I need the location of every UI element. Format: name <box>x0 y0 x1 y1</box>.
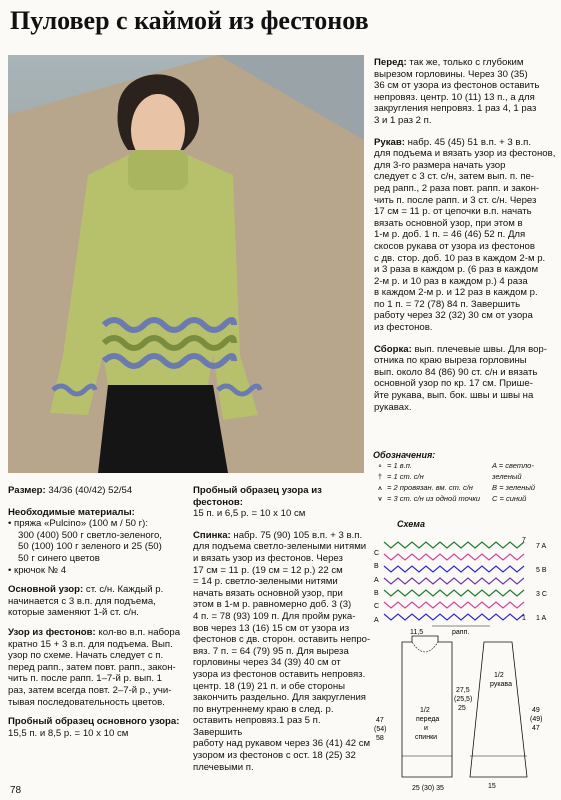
neck-width-label: 11,5 <box>410 629 424 636</box>
back-line: вов через 13 (16) 15 см от узора из <box>193 622 350 634</box>
sleeve-height-label: (49) <box>530 716 543 723</box>
scallop-pattern-line: тывая последовательность цветов. <box>8 696 165 708</box>
materials-section <box>8 507 188 577</box>
sleeve-line: работу через 32 (32) 30 см от узора <box>374 310 533 322</box>
row-label-left: A <box>374 577 379 584</box>
front-line: вырезом горловины. Через 30 (35) <box>374 68 528 80</box>
front-back-label: переда <box>416 716 440 723</box>
gauge-basic-label: Пробный образец основного узора: <box>8 716 180 728</box>
assembly-section <box>374 344 556 414</box>
back-line: этом в 1-м р. равномерно доб. 3 (3) <box>193 599 352 611</box>
row-label-right: 7 A <box>536 543 547 550</box>
chart-row <box>384 614 524 620</box>
sleeve-line: ред рапп., 2 раза повт. рапп. и закон- <box>374 182 540 194</box>
scallop-pattern-line: кратно 15 + 3 в.п. для подъема. Вып. <box>8 638 173 650</box>
scallop-pattern-line: узор по схеме. Начать следует с п. <box>8 650 164 662</box>
row-label-left: B <box>374 563 379 570</box>
chart-row <box>384 602 524 608</box>
back-line: для подъема светло-зелеными нитями <box>193 541 367 553</box>
sleeve-line: по 1 п. = 72 (78) 84 п. Завершить <box>374 298 521 310</box>
back-line: 17 см = 11 р. (19 см = 12 р.) 22 см <box>193 564 343 576</box>
sleeve-line: 1-м р. доб. 1 п. = 46 (46) 52 п. Для <box>374 229 526 241</box>
scallop-pattern-line: раз, затем всегда повт. 2–7-й р., учи- <box>8 684 172 696</box>
sleeve-line: набр. 45 (45) 51 в.п. + 3 в.п. <box>404 136 532 148</box>
size-label: Размер: <box>8 485 46 496</box>
assembly-line: рукавах. <box>374 401 412 413</box>
sleeve-line: 2-м р. и 10 раз в каждом р.) 4 раза <box>374 275 528 287</box>
page-number: 78 <box>10 785 22 796</box>
garment-schematic <box>372 629 554 794</box>
decrease-icon: ⩚ <box>377 482 383 492</box>
front-line: непровяз. центр. 10 (11) 13 п., а для <box>374 91 535 103</box>
front-back-label: спинки <box>415 734 438 741</box>
front-line: так же, только с глубоким <box>406 57 524 68</box>
sleeve-line: для 3-го размера начать узор <box>374 159 506 171</box>
gauge-scallop-value: 15 п. и 6,5 р. = 10 х 10 см <box>193 508 306 520</box>
chart-row <box>384 554 524 560</box>
legend-item: † = 1 ст. с/н зеленый <box>373 471 553 482</box>
sleeve-line: следует с 3 ст. с/н, затем вып. п. пе- <box>374 171 535 183</box>
increase-icon: ⩛ <box>377 493 383 503</box>
front-line: 3 и 1 раз 2 п. <box>374 114 432 126</box>
scallop-pattern-line: кол-во в.п. набора <box>95 626 181 638</box>
gauge-basic-value: 15,5 п. и 8,5 р. = 10 х 10 см <box>8 727 129 739</box>
sleeve-label: Рукав: <box>374 136 405 148</box>
back-line: горловины через 34 (39) 40 см от <box>193 657 341 669</box>
scallop-pattern-label: Узор из фестонов: <box>8 626 96 638</box>
front-line: 36 см от узора из фестонов оставить <box>374 80 540 92</box>
sleeve-line: для подъема и вязать узор из фестонов, <box>374 148 556 160</box>
gauge-scallop-label: Пробный образец узора из фестонов: <box>193 485 322 508</box>
diagram-title: Схема <box>397 519 425 529</box>
row-label-right: 1 A <box>536 615 547 622</box>
assembly-line: йте рукава, вып. бок. швы и швы на <box>374 390 534 402</box>
armhole-label: 27,5 <box>456 687 470 694</box>
back-section <box>193 530 371 773</box>
materials-line: • крючок № 4 <box>8 564 67 576</box>
legend-item: ∘ = 1 в.п. A = светло- <box>373 460 553 471</box>
back-line: 4 п. = 78 (93) 109 п. Для пройм рука- <box>193 610 356 622</box>
sleeve-line: вязать основной узор, при этом в <box>374 217 523 229</box>
front-back-label: и <box>424 725 428 732</box>
back-line: = 14 р. светло-зелеными нитями <box>193 576 338 588</box>
row-label-left: B <box>374 590 379 597</box>
assembly-line: вып. около 84 (86) 90 ст. с/н и вязать <box>374 366 538 378</box>
width-label: 25 (30) 35 <box>412 785 444 792</box>
back-line: узором из фестонов с ост. 18 (25) 32 <box>193 750 356 762</box>
row-number: 7 <box>522 537 526 544</box>
back-line: по внутреннему краю в след. р. <box>193 703 334 715</box>
double-crochet-icon: † <box>377 472 383 481</box>
legend <box>373 450 553 504</box>
back-line: закончить раздельно. Для закругления <box>193 692 367 704</box>
scallop-pattern-line: чить п. после рапп. 1–7-й р. вып. 1 <box>8 673 163 685</box>
legend-item: ⩚ = 2 провязан. вм. ст. с/н B = зеленый <box>373 482 553 493</box>
sleeve-line: скосов рукава от узора из фестонов <box>374 240 535 252</box>
materials-line: • пряжа «Pulcino» (100 м / 50 г): <box>8 518 149 530</box>
front-section <box>374 57 556 127</box>
basic-pattern-line: начинается с 3 в.п. для подъема, <box>8 595 156 607</box>
back-line: узора из фестонов оставить непровяз. <box>193 668 366 680</box>
chart-row <box>384 590 524 596</box>
legend-item: ⩛ = 3 ст. с/н из одной точки C = синий <box>373 493 553 504</box>
back-line: плечевыми п. <box>193 761 254 773</box>
chart-row <box>384 578 524 584</box>
sleeve-line: из фестонов. <box>374 322 433 334</box>
back-line: и вязать узор из фестонов. Через <box>193 552 343 564</box>
row-label-right: 5 B <box>536 567 547 574</box>
back-line: оставить непровяз.1 раз 5 п. Завершить <box>193 715 321 738</box>
basic-pattern-line: ст. с/н. Каждый р. <box>83 584 164 596</box>
sleeve-width-label: 15 <box>488 783 496 790</box>
height-label: 47 <box>376 717 384 724</box>
assembly-line: вып. плечевые швы. Для вор- <box>411 343 547 355</box>
back-line: работу над рукавом через 36 (41) 42 см <box>193 738 371 750</box>
row-label-left: C <box>374 550 380 557</box>
back-line: набр. 75 (90) 105 в.п. + 3 в.п. <box>230 529 363 541</box>
sleeve-schema-label: 1/2 <box>494 672 504 679</box>
assembly-line: отника по краю выреза горловины <box>374 355 527 367</box>
materials-line: 50 г синего цветов <box>18 552 100 564</box>
back-line: фестонов с дв. сторон. оставить непро- <box>193 634 371 646</box>
front-label: Перед: <box>374 57 407 68</box>
basic-pattern-line: которые заменяют 1-й ст. с/н. <box>8 607 139 619</box>
front-line: закругления непровяз. 1 раз 4, 1 раз <box>374 103 537 115</box>
sleeve-line: с дв. стор. доб. 10 раз в каждом 2-м р. <box>374 252 546 264</box>
materials-line: 50 (100) 100 г зеленого и 25 (50) <box>18 541 162 553</box>
armhole-label: 25 <box>458 705 466 712</box>
legend-heading: Обозначения: <box>373 450 436 460</box>
sleeve-height-label: 49 <box>532 707 540 714</box>
row-number: 1 <box>522 615 526 622</box>
sleeve-section <box>374 137 556 334</box>
back-line: начать вязать основной узор, при <box>193 587 343 599</box>
chart-row <box>384 542 524 548</box>
chain-stitch-icon: ∘ <box>377 461 383 470</box>
materials-line: 300 (400) 500 г светло-зеленого, <box>18 529 162 541</box>
sleeve-line: чить п. после рапп. и 3 ст. с/н. Через <box>374 194 537 206</box>
model-photo <box>8 55 364 473</box>
repeat-label: рапп. <box>452 629 470 636</box>
scallop-pattern-line: перед рапп., затем повт. рапп., закон- <box>8 661 176 673</box>
height-label: 58 <box>376 735 384 742</box>
assembly-label: Сборка: <box>374 343 412 355</box>
materials-heading: Необходимые материалы: <box>8 506 135 518</box>
basic-pattern-label: Основной узор: <box>8 584 84 596</box>
sleeve-height-label: 47 <box>532 725 540 732</box>
row-label-left: C <box>374 603 380 610</box>
sleeve-line: в каждом 2-м р. и 12 раз в каждом р. <box>374 287 538 299</box>
front-back-label: 1/2 <box>420 707 430 714</box>
size-value: 34/36 (40/42) 52/54 <box>48 485 133 496</box>
page-title: Пуловер с каймой из фестонов <box>10 6 369 35</box>
row-label-left: A <box>374 617 379 624</box>
back-label: Спинка: <box>193 529 231 541</box>
height-label: (54) <box>374 726 387 733</box>
row-label-right: 3 C <box>536 591 547 598</box>
sleeve-schema-label: рукава <box>490 681 512 688</box>
chart-row <box>384 566 524 572</box>
sleeve-line: 17 см = 11 р. от цепочки в.п. начать <box>374 206 532 218</box>
back-line: вяз. 7 п. = 64 (79) 95 п. Для выреза <box>193 645 349 657</box>
assembly-line: основной узор по кр. 17 см. Прише- <box>374 378 533 390</box>
armhole-label: (25,5) <box>454 696 473 703</box>
sleeve-line: и 3 раза в каждом р. (6 раз в каждом <box>374 264 539 276</box>
back-line: центр. 18 (19) 21 п. и обе стороны <box>193 680 346 692</box>
